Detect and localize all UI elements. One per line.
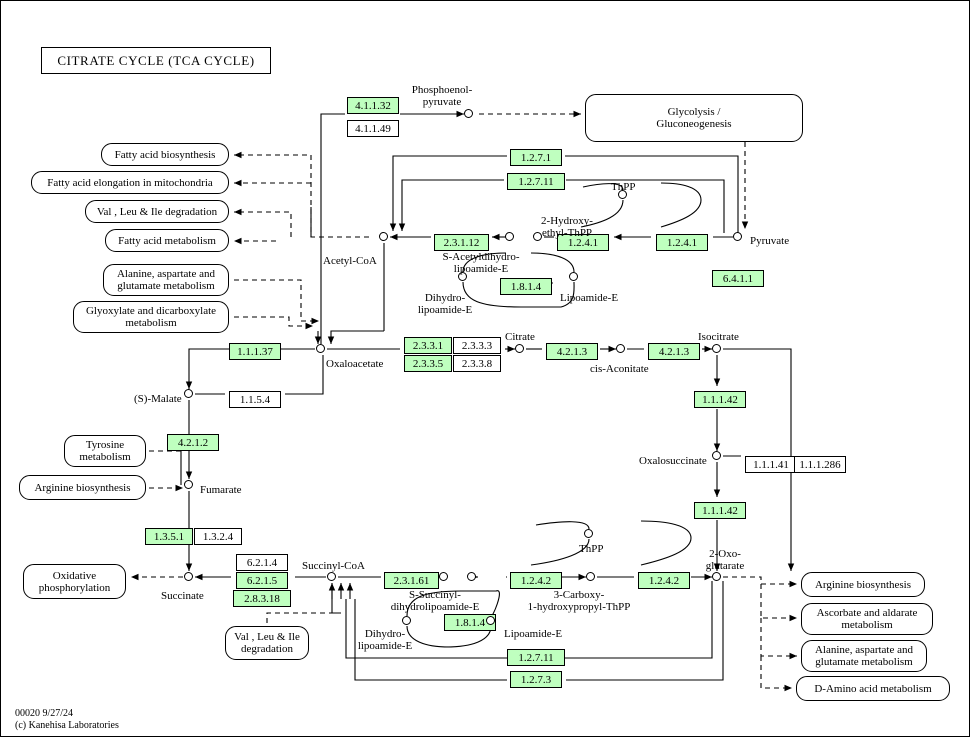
enzyme-label: 6.2.1.4 [246,556,278,569]
compound-label-text: Acetyl-CoA [323,255,377,267]
pathway-link-label: Alanine, aspartate and glutamate metabolism [116,268,216,292]
enzyme-label: 2.3.1.12 [443,236,480,249]
pathway-link-vli2[interactable] [225,626,309,660]
compound-label-text: Succinyl-CoA [302,560,365,572]
pathway-link-glycolysis[interactable] [585,94,803,142]
enzyme-box-1-2-4-2[interactable] [638,572,690,589]
compound-label-lipoamide2 [504,628,562,640]
compound-label-text: Oxaloacetate [326,358,384,370]
compound-node-oxaloacet[interactable] [316,344,325,353]
compound-node-acetylcoa[interactable] [379,232,388,241]
enzyme-label: 2.3.3.8 [461,357,493,370]
enzyme-box-6-4-1-1[interactable] [712,270,764,287]
compound-label-text: 2-Oxo- glutarate [705,548,745,572]
compound-label-text: ThPP [579,543,604,555]
compound-label-fumarate [200,484,242,496]
compound-node-sacetyl_l[interactable] [505,232,514,241]
enzyme-box-1-1-1-286[interactable] [794,456,846,473]
compound-label-succinate [161,590,204,602]
pathway-link-label: Fatty acid metabolism [118,234,216,247]
enzyme-label: 4.2.1.2 [177,436,209,449]
compound-label-dihydro1 [418,292,472,316]
compound-label-sacetyl [443,251,520,275]
compound-node-lipoamide2[interactable] [486,616,495,625]
compound-node-lipoamide1[interactable] [569,272,578,281]
pathway-link-label: Oxidative phosphorylation [38,569,111,594]
compound-node-citrate[interactable] [515,344,524,353]
enzyme-box-6-2-1-4[interactable] [236,554,288,571]
compound-label-pep [412,84,473,108]
compound-node-3carb[interactable] [586,572,595,581]
footer-copyright: (c) Kanehisa Laboratories [15,720,119,731]
enzyme-label: 1.3.5.1 [153,530,185,543]
enzyme-box-2-3-1-12[interactable] [434,234,489,251]
compound-label-text: Dihydro- lipoamide-E [357,628,413,652]
compound-label-text: 3-Carboxy- 1-hydroxypropyl-ThPP [527,589,631,613]
compound-label-text: (S)-Malate [134,393,182,405]
pathway-link-label: Ascorbate and aldarate metabolism [816,607,918,631]
footer [15,708,119,732]
compound-node-pep[interactable] [464,109,473,118]
compound-label-text: Lipoamide-E [504,628,563,640]
compound-label-text: ThPP [611,181,636,193]
pathway-link-damino[interactable] [796,676,950,701]
enzyme-box-1-3-2-4[interactable] [194,528,242,545]
enzyme-box-1-2-7-3[interactable] [510,671,562,688]
compound-label-isocitrate [698,331,739,343]
enzyme-label: 1.1.1.286 [799,458,841,471]
compound-label-text: Citrate [505,331,535,343]
compound-node-succoa[interactable] [327,572,336,581]
enzyme-label: 2.3.3.1 [412,339,444,352]
enzyme-box-1-2-4-1[interactable] [656,234,708,251]
compound-label-thpp1 [611,181,635,193]
enzyme-box-2-8-3-18[interactable] [233,590,291,607]
pathway-link-label: Fatty acid elongation in mitochondria [47,176,213,189]
compound-node-dihydro2[interactable] [402,616,411,625]
footer-map-id: 00020 9/27/24 [15,708,74,719]
compound-label-dihydro2 [358,628,412,652]
pathway-link-label: Arginine biosynthesis [34,481,131,494]
enzyme-label: 4.2.1.3 [658,345,690,358]
enzyme-label: 1.1.1.42 [702,393,738,406]
compound-label-oxalosucc [639,455,707,467]
compound-label-text: Dihydro- lipoamide-E [417,292,473,316]
pathway-link-label: Val , Leu & Ile degradation [234,631,300,655]
enzyme-box-1-1-1-42[interactable] [694,391,746,408]
pathway-link-label: Glycolysis / Gluconeogenesis [656,106,732,130]
compound-label-2oxo [706,548,744,572]
compound-label-text: Lipoamide-E [560,292,619,304]
enzyme-label: 2.3.3.5 [412,357,444,370]
compound-node-fumarate[interactable] [184,480,193,489]
enzyme-label: 2.8.3.18 [244,592,280,605]
pathway-link-arginine_bio_r[interactable] [801,572,925,597]
compound-label-succoa [302,560,365,572]
pathway-link-ala_asp[interactable] [103,264,229,296]
enzyme-box-1-3-5-1[interactable] [145,528,193,545]
pathway-link-ascorbate[interactable] [801,603,933,635]
pathway-link-tyrosine[interactable] [64,435,146,467]
enzyme-box-2-3-3-8[interactable] [453,355,501,372]
compound-node-succinate[interactable] [184,572,193,581]
enzyme-box-1-1-1-37[interactable] [229,343,281,360]
compound-label-citrate [505,331,535,343]
compound-label-2hethpp [541,215,593,239]
enzyme-label: 1.1.5.4 [239,393,271,406]
compound-label-text: Succinate [161,590,204,602]
compound-label-acetylcoa [323,255,377,267]
enzyme-box-1-8-1-4[interactable] [500,278,552,295]
enzyme-box-2-3-1-61[interactable] [384,572,439,589]
enzyme-label: 1.1.1.37 [237,345,273,358]
pathway-link-fae[interactable] [31,171,229,194]
enzyme-box-4-2-1-3[interactable] [648,343,700,360]
enzyme-label: 1.2.4.1 [666,236,698,249]
compound-label-cisacon [590,363,649,375]
page-title-text: CITRATE CYCLE (TCA CYCLE) [57,52,255,68]
enzyme-label: 6.2.1.5 [246,574,278,587]
compound-label-thpp2 [579,543,603,555]
compound-node-cisacon[interactable] [616,344,625,353]
compound-label-lipoamide1 [560,292,618,304]
enzyme-box-1-1-1-42[interactable] [694,502,746,519]
compound-label-text: S-Acetyldihydro- lipoamide-E [442,251,520,275]
enzyme-box-1-2-7-11[interactable] [507,649,565,666]
pathway-link-fab[interactable] [101,143,229,166]
enzyme-label: 1.1.1.41 [753,458,789,471]
enzyme-label: 2.3.1.61 [393,574,430,587]
enzyme-box-1-1-1-41[interactable] [745,456,797,473]
compound-label-3carb [528,589,631,613]
enzyme-box-1-2-7-1[interactable] [510,149,562,166]
enzyme-label: 6.4.1.1 [722,272,754,285]
enzyme-label: 4.2.1.3 [556,345,588,358]
enzyme-label: 1.2.7.1 [520,151,552,164]
compound-label-text: Oxalosuccinate [639,455,707,467]
compound-label-oxaloacet [326,358,383,370]
enzyme-box-1-2-7-11[interactable] [507,173,565,190]
compound-label-text: cis-Aconitate [590,363,649,375]
enzyme-box-4-2-1-2[interactable] [167,434,219,451]
enzyme-box-4-2-1-3[interactable] [546,343,598,360]
enzyme-label: 4.1.1.32 [355,99,391,112]
pathway-link-glyox[interactable] [73,301,229,333]
compound-label-text: Phosphoenol- pyruvate [411,84,473,108]
enzyme-label: 1.2.7.11 [518,175,554,188]
page-title [41,47,271,74]
compound-node-smalate[interactable] [184,389,193,398]
pathway-link-vli[interactable] [85,200,229,223]
enzyme-label: 1.2.7.3 [520,673,552,686]
pathway-link-oxphos[interactable] [23,564,126,599]
enzyme-label: 4.1.1.49 [355,122,391,135]
enzyme-box-2-3-3-5[interactable] [404,355,452,372]
enzyme-box-6-2-1-5[interactable] [236,572,288,589]
compound-label-text: 2-Hydroxy- ethyl-ThPP [541,215,593,239]
enzyme-box-2-3-3-1[interactable] [404,337,452,354]
enzyme-label: 1.2.4.2 [648,574,680,587]
enzyme-label: 1.8.1.4 [454,616,486,629]
pathway-link-label: Tyrosine metabolism [79,439,131,463]
pathway-link-label: Glyoxylate and dicarboxylate metabolism [85,305,217,329]
enzyme-box-1-2-4-2[interactable] [510,572,562,589]
compound-label-text: S-Succinyl- dihydrolipoamide-E [390,589,480,613]
pathway-link-label: Alanine, aspartate and glutamate metabolism [814,644,914,668]
pathway-link-arginine_bio_l[interactable] [19,475,146,500]
enzyme-label: 1.2.7.11 [518,651,554,664]
enzyme-label: 1.3.2.4 [202,530,234,543]
compound-label-text: Isocitrate [698,331,739,343]
enzyme-label: 2.3.3.3 [461,339,493,352]
enzyme-box-2-3-3-3[interactable] [453,337,501,354]
pathway-link-ala_asp_r[interactable] [801,640,927,672]
compound-label-ssucc [391,589,480,613]
compound-node-ssucc_l[interactable] [439,572,448,581]
enzyme-label: 1.8.1.4 [510,280,542,293]
pathway-link-label: D-Amino acid metabolism [814,682,932,695]
pathway-link-label: Arginine biosynthesis [814,578,912,591]
enzyme-label: 1.2.4.2 [520,574,552,587]
compound-label-pyruvate [750,235,789,247]
compound-label-text: Pyruvate [750,235,790,247]
enzyme-box-4-1-1-49[interactable] [347,120,399,137]
pathway-link-label: Val , Leu & Ile degradation [96,205,218,218]
compound-label-smalate [134,393,182,405]
enzyme-label: 1.2.4.1 [567,236,599,249]
enzyme-box-1-1-5-4[interactable] [229,391,281,408]
compound-node-isocitrate[interactable] [712,344,721,353]
enzyme-label: 1.1.1.42 [702,504,738,517]
compound-node-thpp2[interactable] [584,529,593,538]
compound-node-pyruvate[interactable] [733,232,742,241]
pathway-link-fam[interactable] [105,229,229,252]
compound-node-ssucc_r[interactable] [467,572,476,581]
compound-label-text: Fumarate [200,484,242,496]
compound-node-2oxo[interactable] [712,572,721,581]
enzyme-box-4-1-1-32[interactable] [347,97,399,114]
pathway-link-label: Fatty acid biosynthesis [114,148,216,161]
compound-node-oxalosucc[interactable] [712,451,721,460]
